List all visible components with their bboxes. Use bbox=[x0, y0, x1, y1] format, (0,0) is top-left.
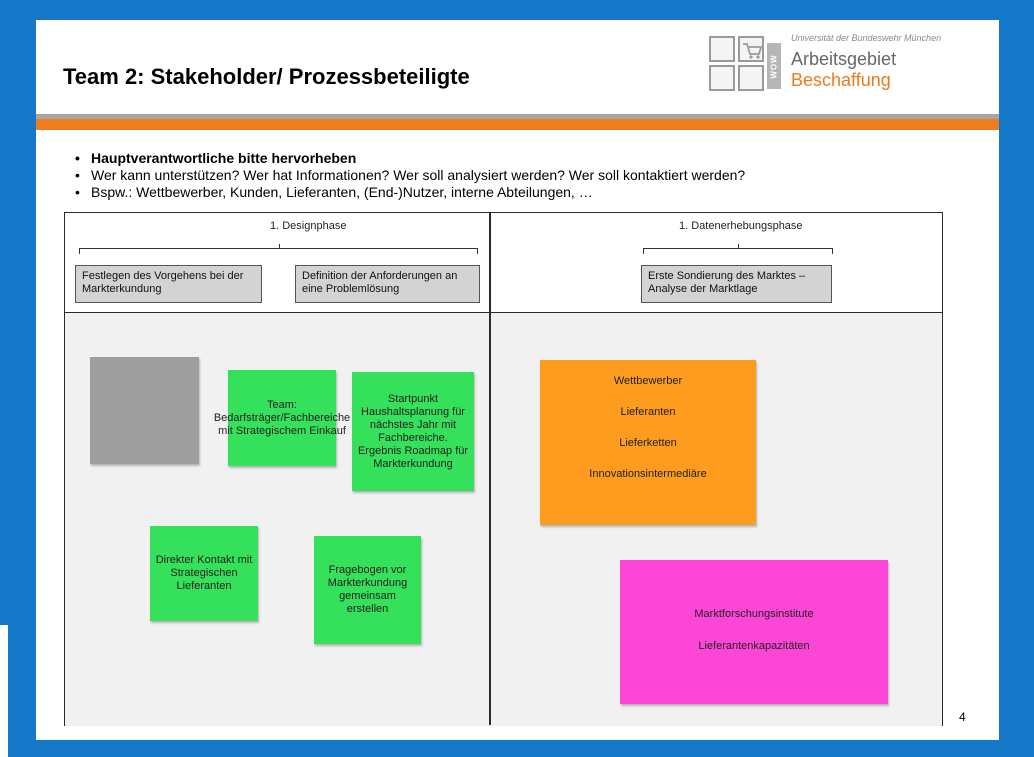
process-box-anforderungen: Definition der Anforderungen an eine Problemlösung bbox=[295, 265, 480, 303]
sticky-note-pink[interactable] bbox=[620, 560, 888, 704]
orange-note-line: Wettbewerber bbox=[613, 375, 683, 387]
column-divider bbox=[489, 213, 491, 725]
data-collection-phase-label: 1. Datenerhebungsphase bbox=[679, 220, 803, 232]
design-phase-bracket bbox=[79, 248, 478, 254]
orange-note-line: Lieferanten bbox=[620, 406, 676, 418]
sticky-note-startpunkt[interactable]: Startpunkt Haushaltsplanung für nächstes Jahr mit Fachbereiche. Ergebnis Roadmap für Markterkundung bbox=[352, 372, 474, 491]
bullet-item: • Wer kann unterstützen? Wer hat Informationen? Wer soll analysiert werden? Wer soll kontaktiert werden? bbox=[72, 167, 745, 184]
pink-note-line: Lieferantenkapazitäten bbox=[698, 640, 810, 652]
left-edge-panel bbox=[0, 625, 8, 757]
logo-line-1: Arbeitsgebiet bbox=[791, 49, 897, 69]
logo-line-2: Beschaffung bbox=[791, 70, 891, 90]
slide-title: Team 2: Stakeholder/ Prozessbeteiligte bbox=[63, 64, 470, 89]
shopping-cart-icon bbox=[709, 36, 765, 92]
data-collection-phase-bracket bbox=[643, 248, 833, 254]
design-phase-label: 1. Designphase bbox=[270, 220, 347, 232]
phase-table bbox=[64, 212, 943, 726]
logo-university-name: Universität der Bundeswehr München bbox=[791, 33, 942, 43]
sticky-note-direkter-kontakt[interactable]: Direkter Kontakt mit Strategischen Lieferanten bbox=[150, 526, 258, 621]
orange-note-line: Lieferketten bbox=[619, 437, 677, 449]
sticky-note-gray[interactable] bbox=[90, 357, 199, 464]
bullet-list bbox=[72, 150, 745, 201]
pink-note-line: Marktforschungsinstitute bbox=[694, 608, 814, 620]
header-divider-orange bbox=[36, 119, 999, 130]
slide bbox=[36, 20, 999, 740]
bullet-item: • Hauptverantwortliche bitte hervorheben bbox=[72, 150, 745, 167]
bullet-item: • Bspw.: Wettbewerber, Kunden, Lieferanten, (End-)Nutzer, interne Abteilungen, … bbox=[72, 184, 745, 201]
university-logo bbox=[704, 31, 961, 103]
logo-wow-tab: WOW bbox=[767, 43, 781, 89]
orange-note-line: Innovationsintermediäre bbox=[589, 468, 707, 480]
page-number: 4 bbox=[959, 710, 966, 724]
sticky-note-team[interactable]: Team: Bedarfsträger/Fachbereiche mit Strategischem Einkauf bbox=[228, 370, 336, 466]
sticky-note-orange[interactable] bbox=[540, 360, 756, 525]
process-box-vorgehen: Festlegen des Vorgehens bei der Markterkundung bbox=[75, 265, 262, 303]
sticky-note-fragebogen[interactable]: Fragebogen vor Markterkundung gemeinsam erstellen bbox=[314, 536, 421, 644]
process-box-sondierung: Erste Sondierung des Marktes – Analyse der Marktlage bbox=[641, 265, 832, 303]
